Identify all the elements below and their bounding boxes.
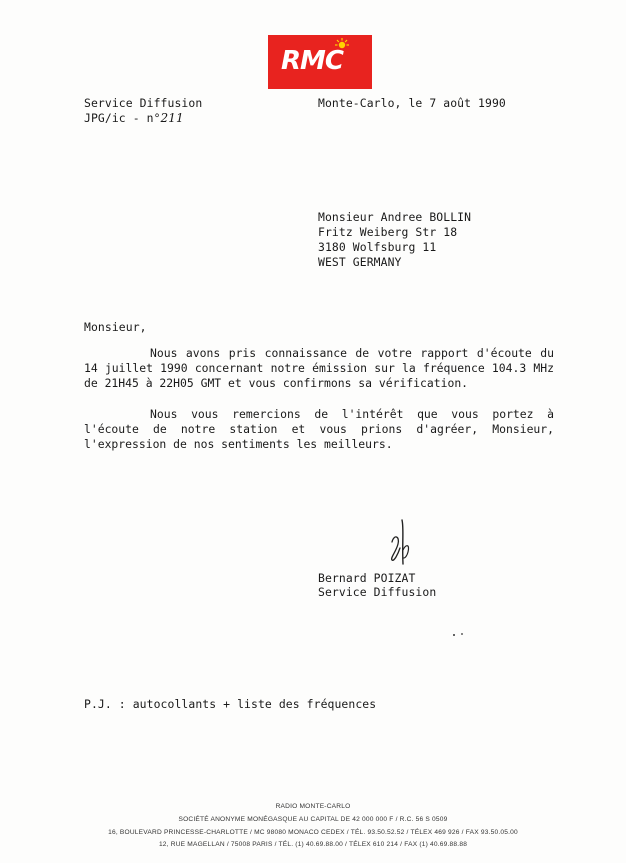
footer-paris-address: 12, RUE MAGELLAN / 75008 PARIS / TÉL. (1) 40.69.88.00 / TÉLEX 610 214 / FAX (1) 40.69.88.88: [158, 841, 468, 848]
reference-prefix: JPG/ic - n°: [84, 111, 161, 125]
body-paragraph-2: [84, 407, 554, 452]
department-label: Service Diffusion: [84, 96, 203, 110]
footer-company-name: RADIO MONTE-CARLO: [275, 803, 351, 810]
reference-line: [84, 111, 184, 126]
rmc-logo: [268, 35, 372, 89]
recipient-line: Monsieur Andree BOLLIN: [318, 210, 472, 224]
signatory-name: Bernard POIZAT: [318, 571, 416, 585]
place-date: Monte-Carlo, le 7 août 1990: [318, 96, 506, 110]
handwritten-signature: [380, 514, 420, 572]
logo-text: RMC: [281, 46, 343, 76]
signatory-title: Service Diffusion: [318, 585, 437, 599]
salutation: Monsieur,: [84, 320, 147, 334]
recipient-line: 3180 Wolfsburg 11: [318, 240, 437, 254]
recipient-line: WEST GERMANY: [318, 255, 402, 269]
reference-number-handwritten: 211: [160, 111, 184, 125]
paragraph-text: Nous vous remercions de l'intérêt que vous portez à l'écoute de notre station et vous prions d'agréer, Monsieur, l'expression de nos sentiments les meilleurs.: [84, 407, 554, 451]
body-paragraph-1: [84, 346, 554, 391]
footer-legal-line: SOCIÉTÉ ANONYME MONÉGASQUE AU CAPITAL DE 42 000 000 F / R.C. 56 S 0509: [178, 816, 448, 823]
paragraph-text: Nous avons pris connaissance de votre rapport d'écoute du 14 juillet 1990 concernant notre émission sur la fréquence 104.3 MHz de 21H45 à 22H05 GMT et vous confirmons sa vérification.: [84, 346, 554, 390]
ink-specks: [452, 632, 466, 638]
footer-monaco-address: 16, BOULEVARD PRINCESSE-CHARLOTTE / MC 98080 MONACO CEDEX / TÉL. 93.50.52.52 / TÉLEX 469 926 / FAX 93.50.05.00: [108, 829, 518, 836]
enclosure-note: P.J. : autocollants + liste des fréquences: [84, 697, 377, 711]
recipient-line: Fritz Weiberg Str 18: [318, 225, 458, 239]
